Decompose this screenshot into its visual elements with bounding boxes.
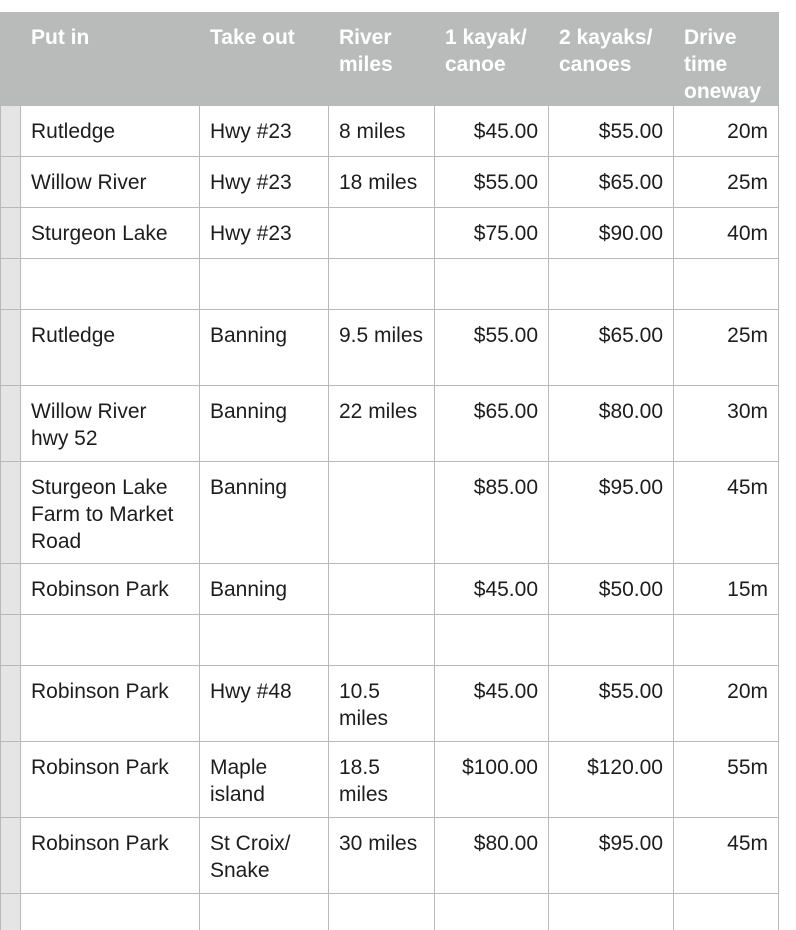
- row-header[interactable]: [1, 615, 21, 666]
- table-row: [1, 462, 779, 564]
- table-row: [1, 106, 779, 157]
- cell-take-out[interactable]: Maple island: [200, 742, 329, 818]
- row-header[interactable]: [1, 564, 21, 615]
- row-header[interactable]: [1, 462, 21, 564]
- cell-one-kayak-price[interactable]: $85.00: [435, 462, 549, 564]
- cell-put-in[interactable]: [21, 615, 200, 666]
- table-row: [1, 615, 779, 666]
- row-header[interactable]: [1, 742, 21, 818]
- cell-one-kayak-price[interactable]: [435, 894, 549, 930]
- cell-drive-time[interactable]: 45m: [674, 818, 779, 894]
- cell-take-out[interactable]: Hwy #23: [200, 157, 329, 208]
- table-row: [1, 894, 779, 930]
- cell-two-kayaks-price[interactable]: $80.00: [549, 386, 674, 462]
- cell-river-miles[interactable]: 8 miles: [329, 106, 435, 157]
- cell-two-kayaks-price[interactable]: [549, 615, 674, 666]
- cell-drive-time[interactable]: 20m: [674, 106, 779, 157]
- cell-two-kayaks-price[interactable]: $65.00: [549, 310, 674, 386]
- cell-put-in[interactable]: [21, 259, 200, 310]
- cell-one-kayak-price[interactable]: $45.00: [435, 564, 549, 615]
- cell-drive-time[interactable]: [674, 259, 779, 310]
- cell-one-kayak-price[interactable]: [435, 615, 549, 666]
- header-take-out[interactable]: Take out: [200, 13, 329, 106]
- row-header[interactable]: [1, 157, 21, 208]
- cell-take-out[interactable]: Hwy #23: [200, 106, 329, 157]
- table-row: [1, 742, 779, 818]
- cell-drive-time[interactable]: 40m: [674, 208, 779, 259]
- row-header[interactable]: [1, 208, 21, 259]
- cell-one-kayak-price[interactable]: $45.00: [435, 106, 549, 157]
- cell-one-kayak-price[interactable]: $55.00: [435, 157, 549, 208]
- cell-two-kayaks-price[interactable]: $55.00: [549, 666, 674, 742]
- cell-two-kayaks-price[interactable]: $50.00: [549, 564, 674, 615]
- cell-river-miles[interactable]: 30 miles: [329, 818, 435, 894]
- table-row: [1, 259, 779, 310]
- header-two-kayaks[interactable]: 2 kayaks/ canoes: [549, 13, 674, 106]
- cell-one-kayak-price[interactable]: $45.00: [435, 666, 549, 742]
- table-row: [1, 818, 779, 894]
- cell-one-kayak-price[interactable]: $75.00: [435, 208, 549, 259]
- cell-put-in[interactable]: Sturgeon Lake: [21, 208, 200, 259]
- table-row: [1, 310, 779, 386]
- cell-take-out[interactable]: Hwy #48: [200, 666, 329, 742]
- cell-drive-time[interactable]: [674, 894, 779, 930]
- shuttle-price-table: [0, 12, 779, 930]
- cell-two-kayaks-price[interactable]: $55.00: [549, 106, 674, 157]
- cell-take-out[interactable]: [200, 615, 329, 666]
- cell-take-out[interactable]: Banning: [200, 386, 329, 462]
- cell-one-kayak-price[interactable]: $65.00: [435, 386, 549, 462]
- cell-put-in[interactable]: Sturgeon Lake Farm to Market Road: [21, 462, 200, 564]
- row-header[interactable]: [1, 386, 21, 462]
- cell-river-miles[interactable]: 9.5 miles: [329, 310, 435, 386]
- cell-drive-time[interactable]: 45m: [674, 462, 779, 564]
- cell-one-kayak-price[interactable]: $100.00: [435, 742, 549, 818]
- cell-two-kayaks-price[interactable]: [549, 259, 674, 310]
- cell-river-miles[interactable]: [329, 564, 435, 615]
- cell-river-miles[interactable]: [329, 208, 435, 259]
- cell-two-kayaks-price[interactable]: $90.00: [549, 208, 674, 259]
- cell-put-in[interactable]: Willow River hwy 52: [21, 386, 200, 462]
- cell-take-out[interactable]: Banning: [200, 564, 329, 615]
- row-header[interactable]: [1, 818, 21, 894]
- cell-two-kayaks-price[interactable]: $95.00: [549, 818, 674, 894]
- table-row: [1, 208, 779, 259]
- cell-one-kayak-price[interactable]: $80.00: [435, 818, 549, 894]
- cell-put-in[interactable]: Rutledge: [21, 310, 200, 386]
- cell-drive-time[interactable]: [674, 615, 779, 666]
- cell-put-in[interactable]: [21, 894, 200, 930]
- cell-put-in[interactable]: Rutledge: [21, 106, 200, 157]
- cell-river-miles[interactable]: [329, 615, 435, 666]
- cell-drive-time[interactable]: 55m: [674, 742, 779, 818]
- cell-one-kayak-price[interactable]: [435, 259, 549, 310]
- cell-two-kayaks-price[interactable]: $120.00: [549, 742, 674, 818]
- cell-river-miles[interactable]: 18 miles: [329, 157, 435, 208]
- cell-river-miles[interactable]: [329, 259, 435, 310]
- cell-put-in[interactable]: Robinson Park: [21, 564, 200, 615]
- cell-put-in[interactable]: Robinson Park: [21, 742, 200, 818]
- cell-two-kayaks-price[interactable]: [549, 894, 674, 930]
- table-row: [1, 666, 779, 742]
- table-row: [1, 386, 779, 462]
- cell-put-in[interactable]: Robinson Park: [21, 818, 200, 894]
- cell-take-out[interactable]: St Croix/ Snake: [200, 818, 329, 894]
- header-drive-time[interactable]: Drive time oneway: [674, 13, 779, 106]
- header-one-kayak[interactable]: 1 kayak/ canoe: [435, 13, 549, 106]
- cell-river-miles[interactable]: 22 miles: [329, 386, 435, 462]
- header-river-miles[interactable]: River miles: [329, 13, 435, 106]
- cell-take-out[interactable]: Hwy #23: [200, 208, 329, 259]
- cell-river-miles[interactable]: [329, 462, 435, 564]
- cell-take-out[interactable]: [200, 259, 329, 310]
- row-header[interactable]: [1, 259, 21, 310]
- header-put-in[interactable]: Put in: [21, 13, 200, 106]
- cell-drive-time[interactable]: 25m: [674, 157, 779, 208]
- cell-river-miles[interactable]: 18.5 miles: [329, 742, 435, 818]
- row-header[interactable]: [1, 310, 21, 386]
- cell-put-in[interactable]: Robinson Park: [21, 666, 200, 742]
- cell-river-miles[interactable]: 10.5 miles: [329, 666, 435, 742]
- header-row: [1, 13, 779, 106]
- cell-river-miles[interactable]: [329, 894, 435, 930]
- corner-cell[interactable]: [1, 13, 21, 106]
- cell-drive-time[interactable]: 20m: [674, 666, 779, 742]
- cell-drive-time[interactable]: 25m: [674, 310, 779, 386]
- cell-drive-time[interactable]: 15m: [674, 564, 779, 615]
- row-header[interactable]: [1, 106, 21, 157]
- table-row: [1, 157, 779, 208]
- cell-one-kayak-price[interactable]: $55.00: [435, 310, 549, 386]
- cell-two-kayaks-price[interactable]: $65.00: [549, 157, 674, 208]
- cell-two-kayaks-price[interactable]: $95.00: [549, 462, 674, 564]
- row-header[interactable]: [1, 894, 21, 930]
- row-header[interactable]: [1, 666, 21, 742]
- cell-take-out[interactable]: Banning: [200, 310, 329, 386]
- cell-take-out[interactable]: [200, 894, 329, 930]
- table-row: [1, 564, 779, 615]
- cell-take-out[interactable]: Banning: [200, 462, 329, 564]
- cell-drive-time[interactable]: 30m: [674, 386, 779, 462]
- cell-put-in[interactable]: Willow River: [21, 157, 200, 208]
